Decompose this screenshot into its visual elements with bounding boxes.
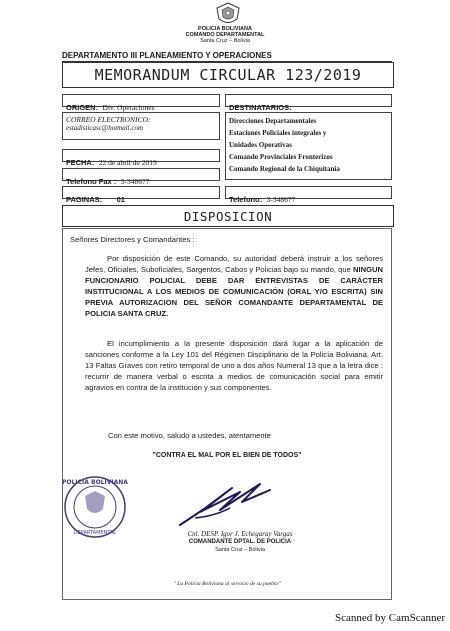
- paragraph-2: El incumplimiento a la presente disposición dará lugar a la aplicación de sanciones conforme a la Ley 101 del Régimen Disciplinario de la Policía Boliviana, Art. 13 Faltas Graves con retiro temporal de uno a dos años Numeral 13 que a la letra dice : recurrir de manera verbal o escrita a medios de comunicación social para emitir agravios en contra de la institución y sus componentes.: [85, 339, 383, 392]
- recipient-item: Unidades Operativas: [229, 141, 292, 149]
- official-stamp-icon: [62, 474, 128, 540]
- motto: "CONTRA EL MAL POR EL BIEN DE TODOS": [152, 452, 302, 459]
- pages-value: 01: [116, 195, 125, 204]
- memo-title: MEMORANDUM CIRCULAR 123/2019: [94, 66, 362, 84]
- signature-name: Cnl. DESP. Igor J. Echegaray Vargas: [187, 530, 293, 538]
- svg-text:DEPARTAMENTAL: DEPARTAMENTAL: [73, 530, 117, 536]
- phone-label: Telefono:: [229, 195, 263, 204]
- paragraph-1: [85, 253, 383, 319]
- recipients-header-box: [225, 94, 392, 112]
- header-line-3: Santa Cruz – Bolivia: [200, 38, 250, 44]
- signature-title: COMANDANTE DPTAL. DE POLICIA: [188, 539, 292, 545]
- disposicion-title-box: [62, 205, 394, 227]
- origin-value: Div. Operaciones: [102, 103, 155, 112]
- date-value: 22 de abril de 2019: [98, 158, 157, 167]
- header-line-2: COMANDO DEPARTAMENTAL: [185, 32, 265, 38]
- police-crest-icon: [215, 2, 241, 26]
- paragraph-1-bold: NINGUN FUNCIONARIO POLICIAL DEBE DAR ENTREVISTAS DE CARÁCTER INSTITUCIONAL A LOS MEDIOS DE COMUNICACIÓN (ORAL Y/O ESCRITA) SIN PREVIA AUTORIZACION DEL SEÑOR COMANDANTE DEPARTAMENTAL DE POLICIA SANTA CRUZ.: [85, 265, 383, 318]
- salutation: Señores Directores y Comandantes :: [70, 235, 195, 244]
- closing-text: Con este motivo, saludo a ustedes, atentamente: [108, 431, 271, 440]
- department-title: DEPARTAMENTO III PLANEAMIENTO Y OPERACIONES: [62, 51, 392, 62]
- email-value: estadisticasc@hotmail.com: [66, 124, 144, 132]
- origin-box: [62, 94, 220, 112]
- date-box: [62, 149, 220, 167]
- pages-box: [62, 186, 220, 204]
- footer-slogan: " La Policía Boliviana al servicio de su pueblo": [173, 581, 281, 587]
- origin-label: ORIGEN:: [66, 103, 99, 112]
- recipients-label: DESTINATARIOS:: [229, 103, 292, 112]
- recipient-item: Comando Provinciales Fronterizos: [229, 153, 333, 161]
- recipient-item: Comando Regional de la Chiquitania: [229, 165, 340, 173]
- email-box: [62, 112, 220, 140]
- phone-box: [225, 186, 392, 204]
- fax-box: [62, 168, 220, 186]
- fax-label: Telefono Fax :: [66, 177, 117, 186]
- date-label: FECHA:: [66, 158, 95, 167]
- header-line-1: POLICIA BOLIVIANA: [198, 26, 252, 32]
- email-label: CORREO ELECTRONICO:: [66, 115, 151, 124]
- memo-title-box: [62, 62, 394, 88]
- recipients-list: [225, 112, 392, 180]
- phone-value: 3-348677: [266, 195, 296, 204]
- svg-text:POLICIA BOLIVIANA: POLICIA BOLIVIANA: [62, 479, 128, 486]
- recipient-item: Estaciones Policiales integrales y: [229, 129, 327, 137]
- pages-label: PAGINAS:: [66, 195, 103, 204]
- scanner-watermark: Scanned by CamScanner: [335, 612, 445, 624]
- recipient-item: Direcciones Departamentales: [229, 117, 317, 125]
- disposicion-title: DISPOSICION: [183, 208, 273, 224]
- paragraph-1-text: Por disposición de este Comando, su autoridad deberá instruir a los señores Jefes, Oficiales, Suboficiales, Sargentos, Cabos y Policias bajo su mando, que: [85, 254, 383, 274]
- signature-place: Santa Cruz – Bolivia: [215, 547, 265, 553]
- fax-value: 3-348677: [120, 177, 150, 186]
